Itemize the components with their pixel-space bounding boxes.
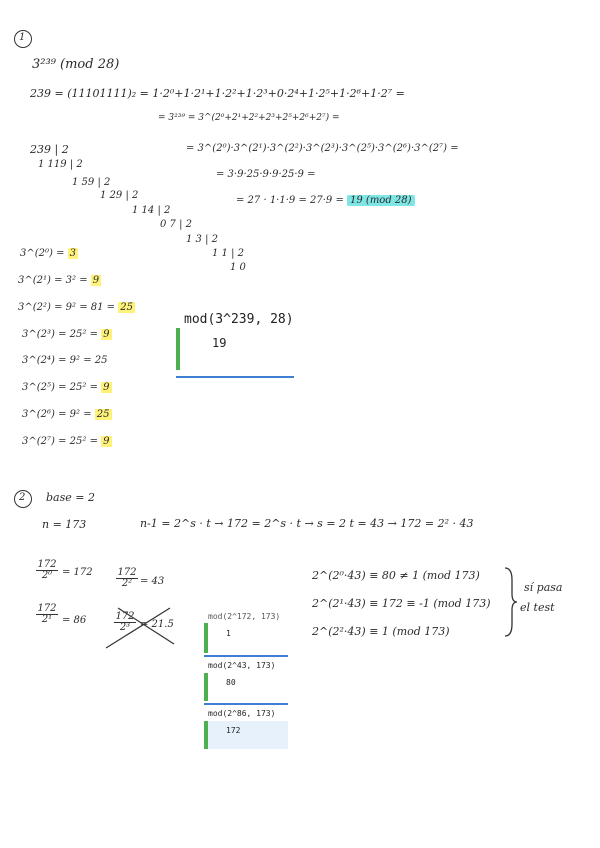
square-row: 3^(2⁴) = 9² = 25 (22, 355, 108, 366)
square-row: 3^(2³) = 25² = 9 (22, 329, 110, 340)
power-product-line: = 3^(2⁰)·3^(2¹)·3^(2²)·3^(2³)·3^(2⁵)·3^(2⁶)·3^(2⁷) = (186, 143, 459, 154)
square-value: 9 (92, 275, 100, 286)
fraction-result: = 43 (140, 576, 165, 587)
fraction-result: = 21.5 (140, 619, 174, 630)
division-step: 1 3 | 2 (186, 234, 218, 245)
fraction-crossed: 172 2³ (115, 611, 135, 633)
cell-output-bar (176, 328, 180, 370)
code-cell[interactable] (204, 659, 288, 705)
fraction: 172 2¹ (37, 603, 57, 625)
result-line (236, 196, 415, 206)
square-value: 9 (103, 382, 110, 393)
square-value: 9 (103, 436, 110, 447)
cell-output-bar (204, 623, 208, 653)
square-value: 25 (120, 302, 133, 313)
cell-input[interactable]: mod(3^239, 28) (184, 312, 294, 327)
power-values-line: = 3·9·25·9·9·25·9 = (216, 169, 316, 180)
curly-brace (502, 566, 518, 638)
square-value: 3 (69, 248, 77, 259)
n-value: n = 173 (42, 518, 87, 531)
verdict-line-1: sí pasa (524, 581, 563, 594)
square-row: 3^(2¹) = 3² = 9 (18, 275, 100, 286)
division-step: 239 | 2 (30, 143, 69, 156)
cell-output: 80 (226, 678, 236, 687)
square-row: 3^(2⁷) = 25² = 9 (22, 436, 110, 447)
cell-output: 1 (226, 629, 231, 638)
division-step: 1 59 | 2 (72, 177, 111, 188)
code-cell[interactable] (204, 707, 288, 749)
square-row: 3^(2⁰) = 3 (20, 248, 77, 259)
cell-output-bg (208, 721, 288, 749)
fraction: 172 2⁰ (37, 559, 57, 581)
cell-input[interactable]: mod(2^172, 173) (208, 612, 281, 621)
code-cell[interactable] (204, 611, 288, 657)
test-line: 2^(2²·43) ≡ 1 (mod 173) (312, 625, 450, 638)
problem-1-statement: 3²³⁹ (mod 28) (32, 57, 120, 72)
division-step: 0 7 | 2 (160, 219, 192, 230)
cross-out-mark (104, 604, 176, 652)
power-sum-line: = 3²³⁹ = 3^(2⁰+2¹+2²+2³+2⁵+2⁶+2⁷) = (158, 113, 340, 123)
verdict-line-2: el test (520, 601, 555, 614)
test-line: 2^(2¹·43) ≡ 172 ≡ -1 (mod 173) (312, 597, 491, 610)
cell-output: 172 (226, 726, 241, 735)
cell-output: 19 (212, 336, 227, 350)
cell-input[interactable]: mod(2^86, 173) (208, 709, 276, 718)
cell-underline (204, 703, 288, 705)
division-step: 1 0 (230, 262, 246, 273)
fraction: 172 2² (117, 567, 137, 589)
fraction-result: = 172 (62, 567, 93, 578)
square-value: 25 (96, 409, 110, 420)
square-row: 3^(2⁵) = 25² = 9 (22, 382, 110, 393)
problem-1-number: 1 (19, 32, 26, 43)
division-step: 1 1 | 2 (212, 248, 244, 259)
code-cell[interactable] (176, 308, 294, 380)
cell-input[interactable]: mod(2^43, 173) (208, 661, 276, 670)
result-prefix: = 27 · 1·1·9 = 27·9 = (236, 195, 344, 206)
square-row: 3^(2²) = 9² = 81 = 25 (18, 302, 133, 313)
cell-underline (176, 376, 294, 378)
test-line: 2^(2⁰·43) ≡ 80 ≠ 1 (mod 173) (312, 569, 480, 582)
division-step: 1 29 | 2 (100, 190, 139, 201)
result-highlight: 19 (mod 28) (347, 195, 415, 206)
cell-underline (204, 655, 288, 657)
division-step: 1 119 | 2 (38, 159, 83, 170)
decomposition-line: n-1 = 2^s · t → 172 = 2^s · t → s = 2 t = 43 → 172 = 2² · 43 (140, 517, 474, 530)
problem-2-number: 2 (19, 492, 26, 503)
fraction-result: = 86 (62, 615, 87, 626)
square-row: 3^(2⁶) = 9² = 25 (22, 409, 110, 420)
division-step: 1 14 | 2 (132, 205, 171, 216)
square-value: 9 (103, 329, 110, 340)
cell-output-bar (204, 673, 208, 701)
binary-expansion-line: 239 = (11101111)₂ = 1·2⁰+1·2¹+1·2²+1·2³+0·2⁴+1·2⁵+1·2⁶+1·2⁷ = (30, 87, 405, 100)
base-label: base = 2 (46, 491, 95, 504)
